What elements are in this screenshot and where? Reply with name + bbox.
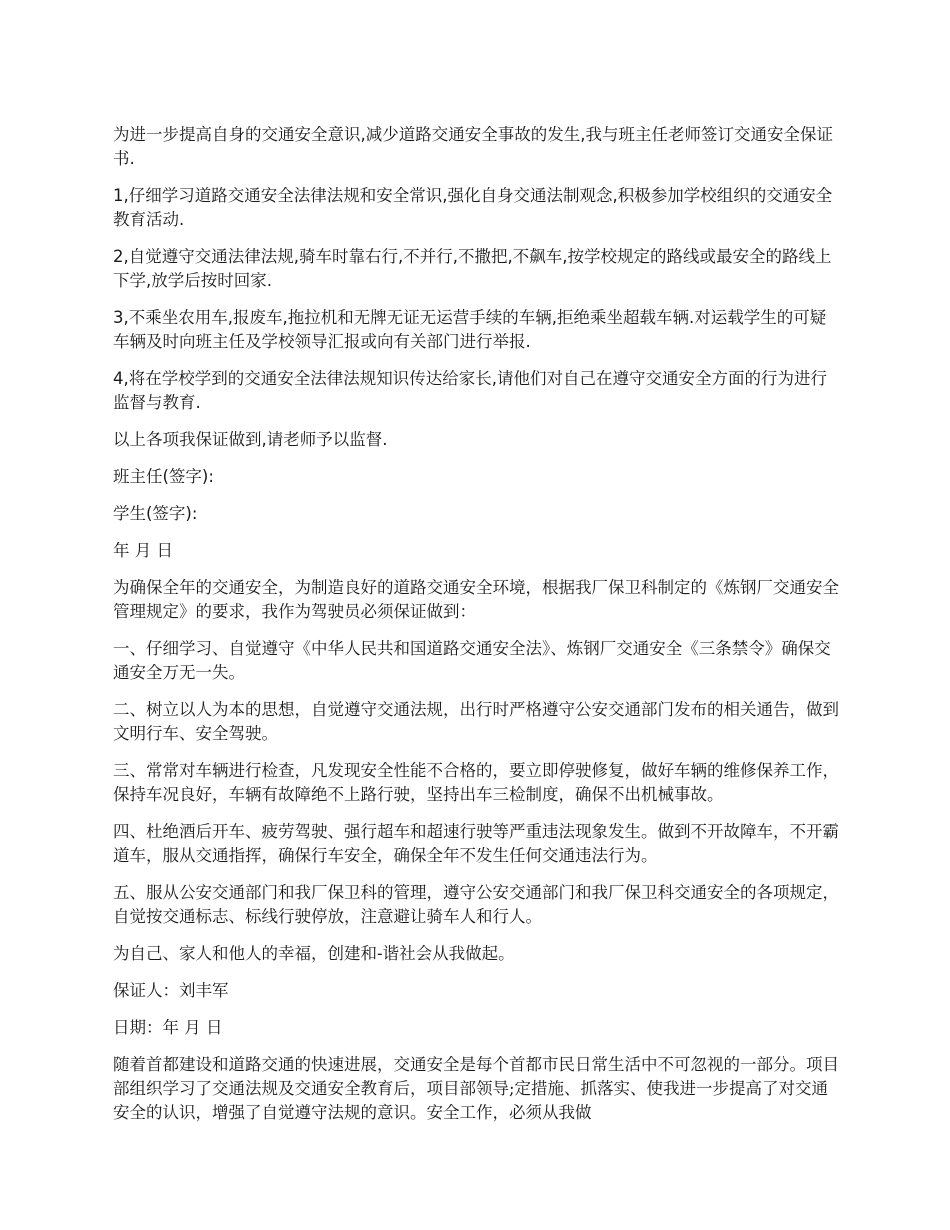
driver-item-1: 一、仔细学习、自觉遵守《中华人民共和国道路交通安全法》、炼钢厂交通安全《三条禁令》确保交通安全万无一失。	[113, 639, 831, 682]
driver-item-5: 五、服从公安交通部门和我厂保卫科的管理，遵守公安交通部门和我厂保卫科交通安全的各项规定，自觉按交通标志、标线行驶停放，注意避让骑车人和行人。	[113, 883, 839, 926]
pledge-item-3: 3,不乘坐农用车,报废车,拖拉机和无牌无证无运营手续的车辆,拒绝乘坐超载车辆.对运载学生的可疑车辆及时向班主任及学校领导汇报或向有关部门进行举报.	[113, 308, 827, 351]
driver-closing: 为自己、家人和他人的幸福，创建和-谐社会从我做起。	[113, 944, 515, 963]
driver-date-line: 日期：年 月 日	[113, 1018, 223, 1037]
date-line: 年 月 日	[113, 541, 173, 560]
driver-item-2: 二、树立以人为本的思想，自觉遵守交通法规，出行时严格遵守公安交通部门发布的相关通告，做到文明行车、安全驾驶。	[113, 700, 839, 743]
teacher-signature-line: 班主任(签字):	[113, 467, 214, 486]
driver-item-3: 三、常常对车辆进行检查，凡发现安全性能不合格的，要立即停驶修复，做好车辆的维修保养工作，保持车况良好，车辆有故障绝不上路行驶，坚持出车三检制度，确保不出机械事故。	[113, 761, 839, 804]
intro-paragraph: 为进一步提高自身的交通安全意识,减少道路交通安全事故的发生,我与班主任老师签订交通安全保证书.	[113, 125, 833, 168]
pledge-item-1: 1,仔细学习道路交通安全法律法规和安全常识,强化自身交通法制观念,积极参加学校组织的交通安全教育活动.	[113, 186, 833, 229]
pledge-closing: 以上各项我保证做到,请老师予以监督.	[113, 430, 388, 449]
pledge-item-4: 4,将在学校学到的交通安全法律法规知识传达给家长,请他们对自己在遵守交通安全方面的行为进行监督与教育.	[113, 369, 827, 412]
driver-intro-paragraph: 为确保全年的交通安全，为制造良好的道路交通安全环境，根据我厂保卫科制定的《炼钢厂交通安全管理规定》的要求，我作为驾驶员必须保证做到：	[113, 578, 839, 621]
driver-item-4: 四、杜绝酒后开车、疲劳驾驶、强行超车和超速行驶等严重违法现象发生。做到不开故障车，不开霸道车，服从交通指挥，确保行车安全，确保全年不发生任何交通违法行为。	[113, 822, 839, 865]
pledge-item-2: 2,自觉遵守交通法律法规,骑车时靠右行,不并行,不撒把,不飙车,按学校规定的路线或最安全的路线上下学,放学后按时回家.	[113, 247, 832, 290]
project-paragraph: 随着首都建设和道路交通的快速进展，交通安全是每个首都市民日常生活中不可忽视的一部分。项目部组织学习了交通法规及交通安全教育后，项目部领导;定措施、抓落实、使我进一步提高了对交通安全的认识，增强了自觉遵守法规的意识。安全工作，必须从我做	[113, 1055, 839, 1122]
student-signature-line: 学生(签字):	[113, 504, 198, 523]
guarantor-line: 保证人：刘丰军	[113, 981, 229, 1000]
